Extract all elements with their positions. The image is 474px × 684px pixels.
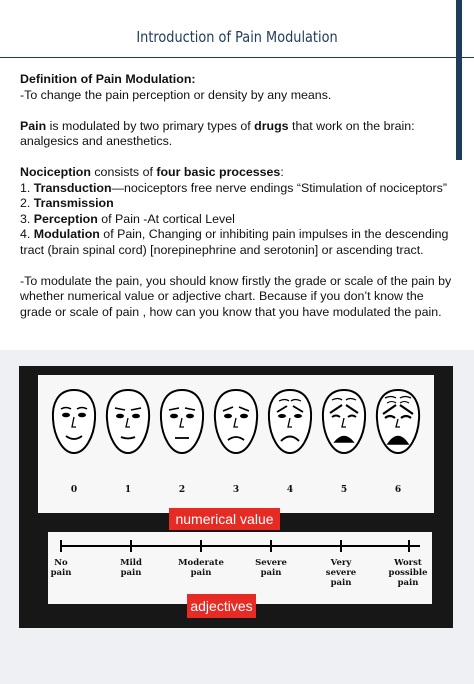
numerical-value-label: numerical value — [169, 508, 280, 530]
faces-scale — [38, 375, 434, 513]
scale-tick — [130, 540, 132, 552]
definition-text: -To change the pain perception or density by any means. — [20, 87, 332, 102]
face-item — [208, 375, 264, 513]
drugs-term: drugs — [254, 118, 289, 133]
face-slight-smile-icon — [103, 387, 153, 457]
face-value: 3 — [232, 485, 240, 495]
four-processes-term: four basic processes — [156, 165, 281, 179]
nociception-term: Nociception — [20, 165, 91, 179]
face-worst-pain-icon — [373, 387, 423, 457]
process-item: 1. Transduction—nociceptors free nerve endings “Stimulation of nociceptors” — [20, 180, 447, 195]
adjectives-label: adjectives — [187, 594, 256, 618]
scale-label: Mild pain — [120, 558, 142, 578]
face-item — [154, 375, 210, 513]
page-accent-bar — [456, 0, 462, 160]
face-item — [370, 375, 426, 513]
face-item — [100, 375, 156, 513]
note-paragraph: -To modulate the pain, you should know firstly the grade or scale of the pain by whether numerical value or adjective chart. Because if you don’t know the grade or scale of pain , how can you know that you have modulated the pain. — [20, 273, 452, 319]
face-value: 5 — [340, 485, 348, 495]
process-item: 2. Transmission — [20, 196, 114, 210]
scale-label: No pain — [50, 558, 72, 578]
scale-tick — [270, 540, 272, 552]
face-mild-pain-icon — [211, 387, 261, 457]
face-value: 6 — [394, 485, 402, 495]
drugs-paragraph: Pain is modulated by two primary types of drugs that work on the brain: analgesics and anesthetics. — [20, 118, 415, 148]
face-severe-pain-icon — [319, 387, 369, 457]
scale-label: Moderate pain — [178, 558, 224, 578]
process-item: 4. Modulation of Pain, Changing or inhibiting pain impulses in the descending tract (brain spinal cord) [norepinephrine and serotonin] or ascending tract. — [20, 227, 449, 257]
scale-label: Severe pain — [255, 558, 287, 578]
title-divider — [0, 57, 474, 58]
face-value: 2 — [178, 485, 186, 495]
pain-term: Pain — [20, 118, 47, 133]
face-value: 1 — [124, 485, 132, 495]
face-neutral-icon — [157, 387, 207, 457]
scale-tick — [408, 540, 410, 552]
scale-label: Worst possible pain — [388, 558, 428, 588]
definition-heading: Definition of Pain Modulation: — [20, 72, 196, 86]
face-item — [262, 375, 318, 513]
process-item: 3. Perception of Pain -At cortical Level — [20, 211, 235, 226]
face-value: 0 — [70, 485, 78, 495]
scale-tick — [60, 540, 62, 552]
face-value: 4 — [286, 485, 294, 495]
face-item — [316, 375, 372, 513]
face-item — [46, 375, 102, 513]
document-body — [20, 72, 452, 336]
scale-tick — [200, 540, 202, 552]
scale-line — [60, 545, 420, 547]
scale-label: Very severe pain — [325, 558, 357, 588]
scale-tick — [340, 540, 342, 552]
face-pain-icon — [265, 387, 315, 457]
page-title: Introduction of Pain Modulation — [136, 28, 338, 46]
face-smile-icon — [49, 387, 99, 457]
nociception-intro: Nociception consists of four basic processes: — [20, 165, 284, 179]
